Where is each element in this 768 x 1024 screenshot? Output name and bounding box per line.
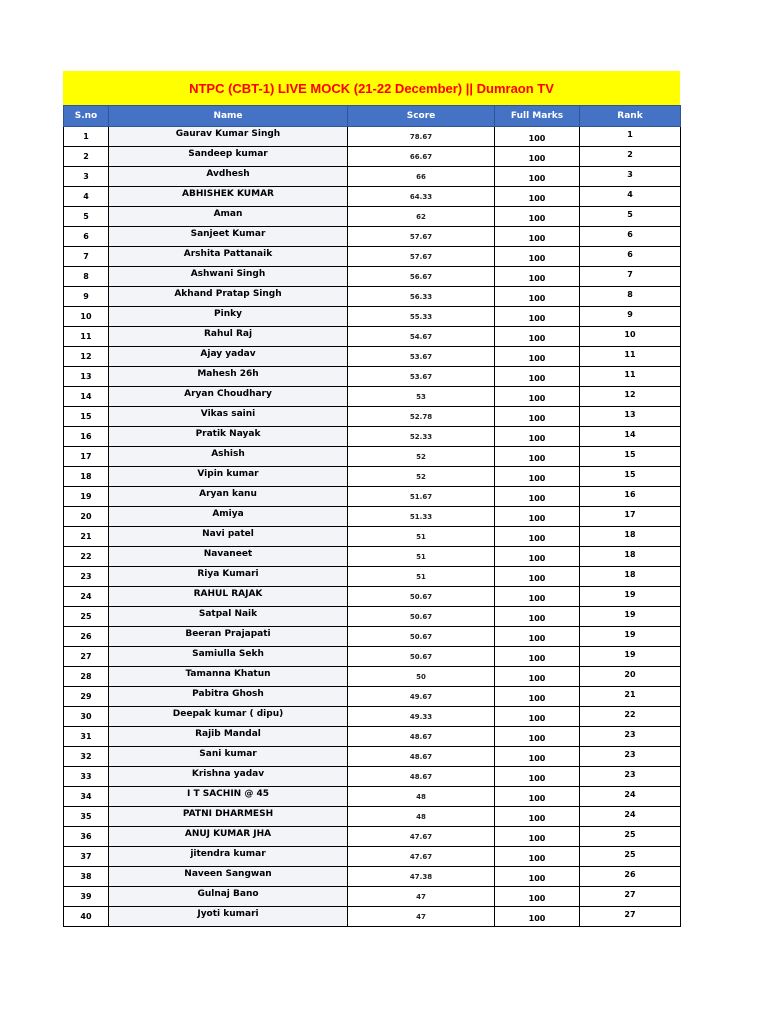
cell-score: 51.67 — [348, 487, 495, 507]
table-row — [64, 627, 681, 647]
cell-sno: 10 — [64, 307, 109, 327]
table-row — [64, 707, 681, 727]
cell-full: 100 — [495, 907, 580, 927]
cell-full: 100 — [495, 267, 580, 287]
cell-full: 100 — [495, 287, 580, 307]
table-row — [64, 887, 681, 907]
table-row — [64, 847, 681, 867]
cell-sno: 14 — [64, 387, 109, 407]
cell-score: 53.67 — [348, 347, 495, 367]
cell-full: 100 — [495, 407, 580, 427]
table-row — [64, 827, 681, 847]
table-row — [64, 787, 681, 807]
cell-name: Amiya — [109, 507, 348, 527]
cell-full: 100 — [495, 547, 580, 567]
cell-sno: 13 — [64, 367, 109, 387]
cell-sno: 15 — [64, 407, 109, 427]
cell-score: 48 — [348, 807, 495, 827]
cell-rank: 15 — [580, 447, 681, 467]
cell-name: ANUJ KUMAR JHA — [109, 827, 348, 847]
cell-name: Pabitra Ghosh — [109, 687, 348, 707]
cell-full: 100 — [495, 207, 580, 227]
cell-score: 48.67 — [348, 727, 495, 747]
cell-rank: 23 — [580, 727, 681, 747]
cell-rank: 14 — [580, 427, 681, 447]
cell-score: 51 — [348, 567, 495, 587]
table-row — [64, 387, 681, 407]
cell-sno: 29 — [64, 687, 109, 707]
sheet-title: NTPC (CBT-1) LIVE MOCK (21-22 December) || Dumraon TV — [63, 71, 680, 105]
cell-full: 100 — [495, 487, 580, 507]
cell-name: Ashwani Singh — [109, 267, 348, 287]
cell-full: 100 — [495, 587, 580, 607]
cell-rank: 12 — [580, 387, 681, 407]
cell-name: Naveen Sangwan — [109, 867, 348, 887]
cell-score: 47.38 — [348, 867, 495, 887]
cell-score: 51 — [348, 527, 495, 547]
cell-sno: 24 — [64, 587, 109, 607]
cell-score: 52 — [348, 467, 495, 487]
cell-full: 100 — [495, 187, 580, 207]
table-row — [64, 447, 681, 467]
cell-name: Aman — [109, 207, 348, 227]
cell-score: 50.67 — [348, 647, 495, 667]
cell-name: Sanjeet Kumar — [109, 227, 348, 247]
cell-sno: 23 — [64, 567, 109, 587]
cell-name: I T SACHIN @ 45 — [109, 787, 348, 807]
cell-rank: 10 — [580, 327, 681, 347]
cell-rank: 13 — [580, 407, 681, 427]
cell-score: 48 — [348, 787, 495, 807]
cell-full: 100 — [495, 307, 580, 327]
cell-sno: 5 — [64, 207, 109, 227]
cell-rank: 6 — [580, 247, 681, 267]
cell-rank: 8 — [580, 287, 681, 307]
cell-score: 51.33 — [348, 507, 495, 527]
cell-full: 100 — [495, 167, 580, 187]
cell-sno: 6 — [64, 227, 109, 247]
cell-score: 50.67 — [348, 627, 495, 647]
cell-name: Ajay yadav — [109, 347, 348, 367]
cell-rank: 16 — [580, 487, 681, 507]
cell-sno: 22 — [64, 547, 109, 567]
cell-sno: 19 — [64, 487, 109, 507]
cell-full: 100 — [495, 767, 580, 787]
cell-full: 100 — [495, 327, 580, 347]
table-body — [64, 127, 681, 927]
table-row — [64, 867, 681, 887]
cell-sno: 16 — [64, 427, 109, 447]
cell-rank: 19 — [580, 647, 681, 667]
cell-score: 53.67 — [348, 367, 495, 387]
cell-score: 48.67 — [348, 767, 495, 787]
cell-rank: 18 — [580, 567, 681, 587]
table-row — [64, 487, 681, 507]
cell-sno: 9 — [64, 287, 109, 307]
cell-score: 56.33 — [348, 287, 495, 307]
cell-full: 100 — [495, 847, 580, 867]
cell-name: Vipin kumar — [109, 467, 348, 487]
cell-rank: 9 — [580, 307, 681, 327]
cell-sno: 3 — [64, 167, 109, 187]
cell-full: 100 — [495, 147, 580, 167]
cell-name: Deepak kumar ( dipu) — [109, 707, 348, 727]
cell-rank: 25 — [580, 827, 681, 847]
cell-rank: 21 — [580, 687, 681, 707]
cell-score: 47.67 — [348, 847, 495, 867]
cell-name: Aryan Choudhary — [109, 387, 348, 407]
cell-score: 66.67 — [348, 147, 495, 167]
table-row — [64, 367, 681, 387]
cell-name: Navi patel — [109, 527, 348, 547]
cell-rank: 24 — [580, 807, 681, 827]
cell-rank: 17 — [580, 507, 681, 527]
table-row — [64, 647, 681, 667]
header-sno: S.no — [64, 106, 109, 127]
cell-score: 51 — [348, 547, 495, 567]
cell-full: 100 — [495, 127, 580, 147]
cell-sno: 21 — [64, 527, 109, 547]
cell-name: Arshita Pattanaik — [109, 247, 348, 267]
cell-rank: 6 — [580, 227, 681, 247]
cell-sno: 32 — [64, 747, 109, 767]
cell-score: 50.67 — [348, 587, 495, 607]
cell-name: Aryan kanu — [109, 487, 348, 507]
cell-score: 52 — [348, 447, 495, 467]
cell-full: 100 — [495, 607, 580, 627]
table-row — [64, 687, 681, 707]
table-row — [64, 227, 681, 247]
cell-name: Avdhesh — [109, 167, 348, 187]
table-row — [64, 427, 681, 447]
cell-name: Pinky — [109, 307, 348, 327]
cell-score: 49.67 — [348, 687, 495, 707]
header-name: Name — [109, 106, 348, 127]
cell-name: PATNI DHARMESH — [109, 807, 348, 827]
cell-name: Pratik Nayak — [109, 427, 348, 447]
cell-full: 100 — [495, 387, 580, 407]
cell-full: 100 — [495, 527, 580, 547]
cell-full: 100 — [495, 367, 580, 387]
cell-name: Beeran Prajapati — [109, 627, 348, 647]
header-full-marks: Full Marks — [495, 106, 580, 127]
table-row — [64, 727, 681, 747]
cell-rank: 27 — [580, 887, 681, 907]
cell-name: Tamanna Khatun — [109, 667, 348, 687]
cell-full: 100 — [495, 687, 580, 707]
table-row — [64, 307, 681, 327]
table-row — [64, 807, 681, 827]
cell-rank: 27 — [580, 907, 681, 927]
header-rank: Rank — [580, 106, 681, 127]
table-row — [64, 167, 681, 187]
table-row — [64, 607, 681, 627]
cell-rank: 1 — [580, 127, 681, 147]
cell-full: 100 — [495, 867, 580, 887]
table-row — [64, 247, 681, 267]
cell-rank: 5 — [580, 207, 681, 227]
cell-sno: 33 — [64, 767, 109, 787]
cell-name: Krishna yadav — [109, 767, 348, 787]
table-row — [64, 407, 681, 427]
cell-sno: 8 — [64, 267, 109, 287]
cell-rank: 26 — [580, 867, 681, 887]
cell-name: Rajib Mandal — [109, 727, 348, 747]
cell-score: 53 — [348, 387, 495, 407]
cell-full: 100 — [495, 227, 580, 247]
cell-rank: 2 — [580, 147, 681, 167]
cell-sno: 34 — [64, 787, 109, 807]
results-sheet — [63, 71, 680, 927]
cell-sno: 17 — [64, 447, 109, 467]
cell-rank: 11 — [580, 367, 681, 387]
cell-sno: 39 — [64, 887, 109, 907]
cell-sno: 28 — [64, 667, 109, 687]
cell-name: Ashish — [109, 447, 348, 467]
cell-sno: 36 — [64, 827, 109, 847]
table-row — [64, 187, 681, 207]
cell-name: Samiulla Sekh — [109, 647, 348, 667]
cell-name: Rahul Raj — [109, 327, 348, 347]
cell-score: 78.67 — [348, 127, 495, 147]
cell-full: 100 — [495, 247, 580, 267]
cell-name: Vikas saini — [109, 407, 348, 427]
cell-rank: 23 — [580, 767, 681, 787]
cell-sno: 27 — [64, 647, 109, 667]
header-score: Score — [348, 106, 495, 127]
cell-rank: 24 — [580, 787, 681, 807]
cell-name: Jyoti kumari — [109, 907, 348, 927]
cell-rank: 19 — [580, 607, 681, 627]
cell-sno: 26 — [64, 627, 109, 647]
cell-name: Akhand Pratap Singh — [109, 287, 348, 307]
cell-score: 48.67 — [348, 747, 495, 767]
cell-sno: 7 — [64, 247, 109, 267]
cell-sno: 12 — [64, 347, 109, 367]
table-row — [64, 527, 681, 547]
cell-name: RAHUL RAJAK — [109, 587, 348, 607]
table-row — [64, 567, 681, 587]
cell-score: 49.33 — [348, 707, 495, 727]
cell-name: Navaneet — [109, 547, 348, 567]
cell-sno: 35 — [64, 807, 109, 827]
cell-sno: 18 — [64, 467, 109, 487]
cell-full: 100 — [495, 727, 580, 747]
cell-score: 66 — [348, 167, 495, 187]
cell-name: Gaurav Kumar Singh — [109, 127, 348, 147]
cell-rank: 25 — [580, 847, 681, 867]
cell-rank: 18 — [580, 547, 681, 567]
table-row — [64, 767, 681, 787]
cell-score: 62 — [348, 207, 495, 227]
cell-score: 57.67 — [348, 247, 495, 267]
cell-full: 100 — [495, 787, 580, 807]
table-row — [64, 907, 681, 927]
cell-score: 47 — [348, 907, 495, 927]
table-row — [64, 327, 681, 347]
table-row — [64, 347, 681, 367]
table-row — [64, 467, 681, 487]
cell-full: 100 — [495, 627, 580, 647]
cell-score: 55.33 — [348, 307, 495, 327]
cell-score: 54.67 — [348, 327, 495, 347]
cell-full: 100 — [495, 667, 580, 687]
cell-rank: 18 — [580, 527, 681, 547]
cell-sno: 31 — [64, 727, 109, 747]
table-row — [64, 747, 681, 767]
cell-full: 100 — [495, 887, 580, 907]
cell-full: 100 — [495, 707, 580, 727]
cell-score: 47.67 — [348, 827, 495, 847]
cell-full: 100 — [495, 827, 580, 847]
cell-rank: 15 — [580, 467, 681, 487]
table-row — [64, 587, 681, 607]
cell-rank: 22 — [580, 707, 681, 727]
cell-sno: 11 — [64, 327, 109, 347]
cell-rank: 4 — [580, 187, 681, 207]
cell-score: 64.33 — [348, 187, 495, 207]
cell-full: 100 — [495, 467, 580, 487]
cell-rank: 11 — [580, 347, 681, 367]
cell-score: 50.67 — [348, 607, 495, 627]
cell-rank: 23 — [580, 747, 681, 767]
cell-rank: 20 — [580, 667, 681, 687]
table-row — [64, 127, 681, 147]
cell-sno: 30 — [64, 707, 109, 727]
cell-full: 100 — [495, 747, 580, 767]
cell-full: 100 — [495, 427, 580, 447]
cell-sno: 37 — [64, 847, 109, 867]
cell-name: jitendra kumar — [109, 847, 348, 867]
cell-full: 100 — [495, 807, 580, 827]
cell-full: 100 — [495, 347, 580, 367]
cell-name: ABHISHEK KUMAR — [109, 187, 348, 207]
table-row — [64, 507, 681, 527]
cell-score: 52.78 — [348, 407, 495, 427]
cell-full: 100 — [495, 567, 580, 587]
cell-sno: 38 — [64, 867, 109, 887]
cell-name: Mahesh 26h — [109, 367, 348, 387]
cell-sno: 20 — [64, 507, 109, 527]
cell-name: Sandeep kumar — [109, 147, 348, 167]
cell-full: 100 — [495, 647, 580, 667]
cell-rank: 7 — [580, 267, 681, 287]
cell-sno: 4 — [64, 187, 109, 207]
cell-full: 100 — [495, 507, 580, 527]
cell-sno: 25 — [64, 607, 109, 627]
cell-name: Sani kumar — [109, 747, 348, 767]
results-table — [63, 105, 681, 927]
cell-name: Gulnaj Bano — [109, 887, 348, 907]
cell-name: Riya Kumari — [109, 567, 348, 587]
cell-sno: 1 — [64, 127, 109, 147]
table-row — [64, 547, 681, 567]
cell-rank: 19 — [580, 587, 681, 607]
cell-score: 52.33 — [348, 427, 495, 447]
table-row — [64, 267, 681, 287]
cell-rank: 3 — [580, 167, 681, 187]
header-row — [64, 106, 681, 127]
cell-score: 57.67 — [348, 227, 495, 247]
cell-name: Satpal Naik — [109, 607, 348, 627]
cell-score: 56.67 — [348, 267, 495, 287]
table-row — [64, 147, 681, 167]
cell-rank: 19 — [580, 627, 681, 647]
cell-score: 50 — [348, 667, 495, 687]
cell-sno: 40 — [64, 907, 109, 927]
table-row — [64, 207, 681, 227]
cell-full: 100 — [495, 447, 580, 467]
table-row — [64, 287, 681, 307]
table-row — [64, 667, 681, 687]
cell-sno: 2 — [64, 147, 109, 167]
cell-score: 47 — [348, 887, 495, 907]
